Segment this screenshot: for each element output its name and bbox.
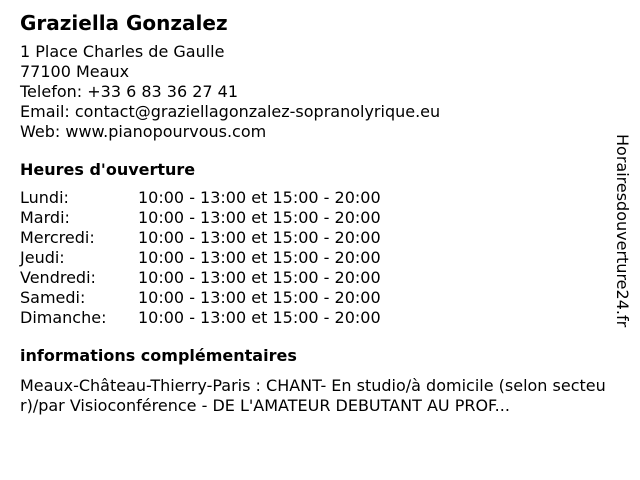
hours-row-friday <box>20 268 610 288</box>
time-range: 10:00 - 13:00 et 15:00 - 20:00 <box>138 208 381 227</box>
business-name: Graziella Gonzalez <box>20 11 228 35</box>
opening-hours-title: Heures d'ouverture <box>20 160 196 179</box>
time-range: 10:00 - 13:00 et 15:00 - 20:00 <box>138 268 381 287</box>
website: Web: www.pianopourvous.com <box>20 122 267 141</box>
day-label: Lundi: <box>20 188 69 207</box>
hours-row-thursday <box>20 248 610 268</box>
time-range: 10:00 - 13:00 et 15:00 - 20:00 <box>138 188 381 207</box>
day-label: Jeudi: <box>20 248 65 267</box>
hours-row-monday <box>20 188 610 208</box>
additional-info-title: informations complémentaires <box>20 346 297 365</box>
hours-row-tuesday <box>20 208 610 228</box>
day-label: Vendredi: <box>20 268 96 287</box>
time-range: 10:00 - 13:00 et 15:00 - 20:00 <box>138 308 381 327</box>
time-range: 10:00 - 13:00 et 15:00 - 20:00 <box>138 228 381 247</box>
business-card <box>20 10 610 416</box>
site-watermark: Horairesdouverture24.fr <box>613 134 632 328</box>
hours-row-saturday <box>20 288 610 308</box>
day-label: Samedi: <box>20 288 86 307</box>
time-range: 10:00 - 13:00 et 15:00 - 20:00 <box>138 248 381 267</box>
time-range: 10:00 - 13:00 et 15:00 - 20:00 <box>138 288 381 307</box>
day-label: Dimanche: <box>20 308 107 327</box>
phone-number: Telefon: +33 6 83 36 27 41 <box>20 82 239 101</box>
hours-row-sunday <box>20 308 610 328</box>
additional-info-text: Meaux-Château-Thierry-Paris : CHANT- En studio/à domicile (selon secteur)/par Visioconférence - DE L'AMATEUR DEBUTANT AU PROF... <box>20 376 606 415</box>
email-address: Email: contact@graziellagonzalez-sopranolyrique.eu <box>20 102 441 121</box>
day-label: Mercredi: <box>20 228 95 247</box>
day-label: Mardi: <box>20 208 70 227</box>
address-city: 77100 Meaux <box>20 62 130 81</box>
opening-hours-table <box>20 188 610 328</box>
hours-row-wednesday <box>20 228 610 248</box>
address-street: 1 Place Charles de Gaulle <box>20 42 225 61</box>
